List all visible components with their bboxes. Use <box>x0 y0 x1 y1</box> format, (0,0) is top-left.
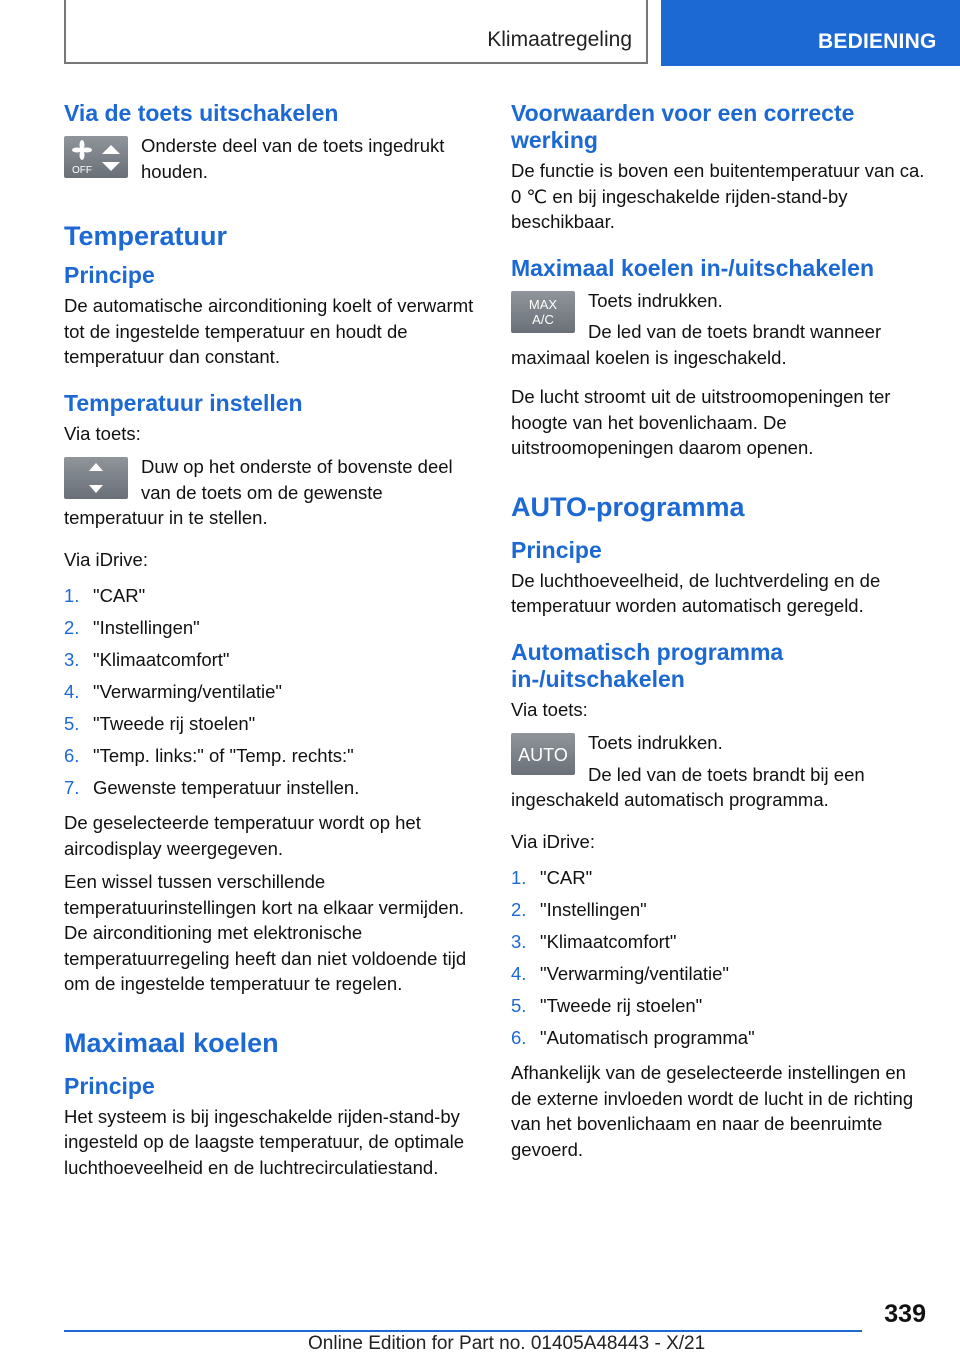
via-toets-text: Onderste deel van de toets ingedrukt houden. <box>141 135 445 182</box>
wissel-text: Een wissel tussen verschillende temperatuurinstellingen kort na elkaar vermijden. De airconditioning met elektronische temperatuurregeling heeft dan niet voldoende tijd om de ingestelde temperatuur te regelen. <box>64 871 467 994</box>
fan-off-icon <box>64 136 128 178</box>
afhankelijk-text: Afhankelijk van de geselecteerde instellingen en de externe invloeden wordt de lucht in de richting van het bovenlichaam en naar de beenruimte gevoerd. <box>511 1062 914 1160</box>
footer-divider <box>64 1330 862 1332</box>
list-item: 6. "Temp. links:" of "Temp. rechts:" <box>64 745 354 766</box>
svg-text:A/C: A/C <box>532 311 554 327</box>
list-item: 6. "Automatisch programma" <box>511 1027 755 1048</box>
page-number: 339 <box>884 1300 926 1328</box>
left-column <box>64 100 479 1188</box>
list-item: 4. "Verwarming/ventilatie" <box>64 681 282 702</box>
edition-text: Online Edition for Part no. 01405A48443 - X/21 <box>308 1333 706 1354</box>
svg-text:AUTO: AUTO <box>518 745 568 765</box>
led-max-text: De led van de toets brandt wanneer maximaal koelen is ingeschakeld. <box>511 321 882 368</box>
section-title: Klimaatregeling <box>487 28 632 51</box>
heading-auto-inuit: Automatisch programma in-/uitschakelen <box>511 638 784 692</box>
voorwaarden-text: De functie is boven een buitentemperatuur van ca. 0 ℃ en bij ingeschakelde rijden-stand-by beschikbaar. <box>511 160 925 232</box>
heading-principe-3: Principe <box>511 536 602 563</box>
idrive-steps-left <box>64 580 479 804</box>
principe-2-text: Het systeem is bij ingeschakelde rijden-stand-by ingesteld op de laagste temperatuur, de optimale luchthoeveelheid en de luchtrecirculatiestand. <box>64 1105 465 1178</box>
principe-1-text: De automatische airconditioning koelt of verwarmt tot de ingestelde temperatuur en houdt de temperatuur dan constant. <box>64 295 474 367</box>
heading-max-koelen-inuit: Maximaal koelen in-/uitschakelen <box>511 254 875 281</box>
heading-voorwaarden: Voorwaarden voor een correcte werking <box>511 100 855 153</box>
principe-3-text: De luchthoeveelheid, de luchtverdeling en de temperatuur worden automatisch geregeld. <box>511 569 881 616</box>
list-item: 5. "Tweede rij stoelen" <box>64 713 256 734</box>
list-item: 1. "CAR" <box>64 585 146 606</box>
list-item: 2. "Instellingen" <box>64 617 200 638</box>
auto-icon <box>511 733 575 775</box>
duw-text: Duw op het onderste of bovenste deel van de toets om de gewenste temperatuur in te stellen. <box>64 456 453 528</box>
fan-off-instruction <box>64 133 479 190</box>
aircodisplay-text: De geselecteerde temperatuur wordt op het aircodisplay weergegeven. <box>64 812 421 859</box>
heading-temperatuur: Temperatuur <box>64 221 228 251</box>
toets-indrukken-2: Toets indrukken. <box>588 732 723 753</box>
list-item: 7. Gewenste temperatuur instellen. <box>64 777 360 798</box>
right-column <box>511 100 926 1170</box>
heading-auto-programma: AUTO-programma <box>511 491 745 522</box>
max-ac-instruction <box>511 288 926 377</box>
svg-text:MAX: MAX <box>528 296 558 312</box>
list-item: 4. "Verwarming/ventilatie" <box>511 963 729 984</box>
list-item: 2. "Instellingen" <box>511 899 647 920</box>
list-item: 5. "Tweede rij stoelen" <box>511 995 703 1016</box>
via-toets-label-right: Via toets: <box>511 698 588 720</box>
chapter-tab-label: BEDIENING <box>818 30 937 53</box>
auto-instruction <box>511 730 926 819</box>
svg-text:OFF: OFF <box>72 165 92 176</box>
list-item: 3. "Klimaatcomfort" <box>64 649 230 670</box>
list-item: 1. "CAR" <box>511 867 593 888</box>
heading-temperatuur-instellen: Temperatuur instellen <box>64 389 303 416</box>
lucht-text: De lucht stroomt uit de uitstroomopeningen ter hoogte van het bovenlichaam. De uitstroomopeningen daarom openen. <box>511 386 891 458</box>
chapter-tab[interactable] <box>661 0 960 66</box>
toets-indrukken-1: Toets indrukken. <box>588 289 723 311</box>
page-footer <box>0 1290 960 1362</box>
led-auto-text: De led van de toets brandt bij een ingeschakeld automatisch programma. <box>511 763 865 810</box>
up-down-arrows-icon <box>64 457 128 499</box>
temp-button-instruction <box>64 454 479 537</box>
via-toets-label: Via toets: <box>64 422 141 444</box>
via-idrive-label: Via iDrive: <box>64 548 148 570</box>
max-ac-icon <box>511 291 575 333</box>
heading-maximaal-koelen: Maximaal koelen <box>64 1027 279 1058</box>
heading-principe-1: Principe <box>64 262 155 288</box>
heading-via-toets: Via de toets uitschakelen <box>64 100 339 126</box>
list-item: 3. "Klimaatcomfort" <box>511 931 677 952</box>
via-idrive-label-right: Via iDrive: <box>511 830 595 852</box>
idrive-steps-right <box>511 862 926 1054</box>
header-frame <box>64 0 648 64</box>
page-header <box>0 0 960 66</box>
heading-principe-2: Principe <box>64 1072 155 1099</box>
